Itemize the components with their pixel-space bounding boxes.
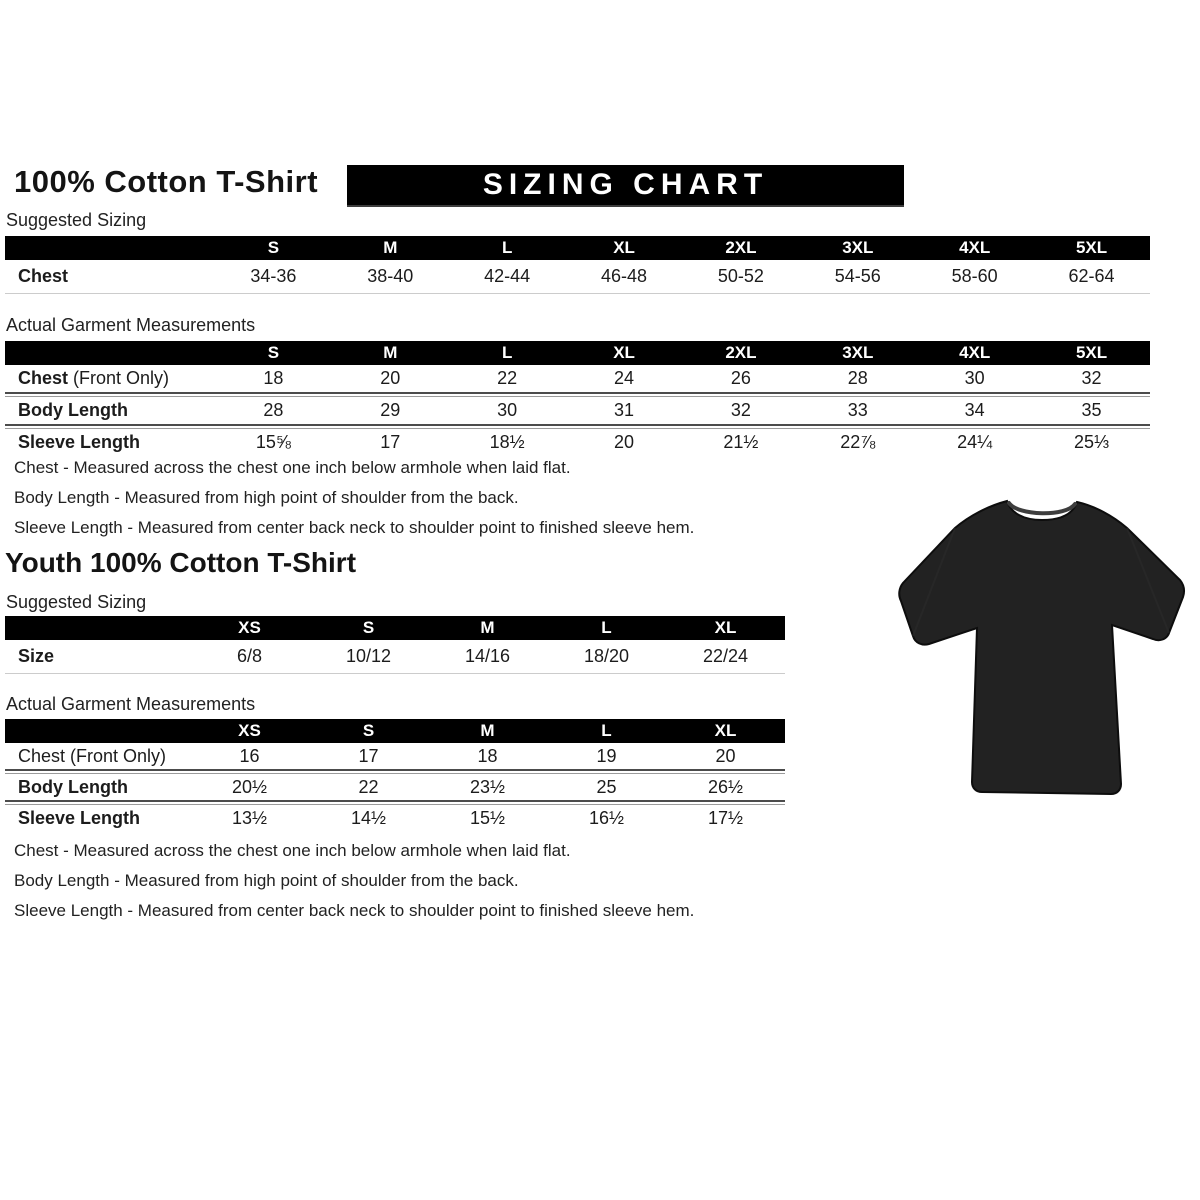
column-header: XS [190, 616, 309, 640]
table-cell: 30 [497, 400, 518, 420]
table-cell: 50-52 [717, 266, 764, 286]
note-line: Body Length - Measured from high point of shoulder from the back. [14, 871, 519, 890]
table-cell: 30 [964, 368, 985, 388]
column-header: S [309, 616, 428, 640]
column-header: S [309, 719, 428, 743]
row-label: Body Length [18, 776, 128, 797]
table-cell: 23½ [469, 776, 506, 797]
note-line: Sleeve Length - Measured from center back neck to shoulder point to finished sleeve hem. [14, 901, 695, 920]
table-cell: 14½ [350, 807, 387, 828]
column-header: L [449, 341, 566, 365]
row-label: Sleeve Length [18, 807, 141, 828]
table-cell: 15½ [469, 807, 506, 828]
note-line: Chest - Measured across the chest one inch below armhole when laid flat. [14, 458, 571, 477]
note-line: Sleeve Length - Measured from center back neck to shoulder point to finished sleeve hem. [14, 518, 695, 537]
adult-actual-measurements-table [5, 341, 1150, 456]
black-tshirt-image [890, 489, 1192, 801]
column-header: 2XL [683, 236, 800, 260]
table-cell: 22 [497, 368, 518, 388]
table-cell: 18/20 [583, 646, 630, 666]
table-cell: 24 [614, 368, 635, 388]
row-label: Body Length [18, 400, 128, 420]
table-cell: 21½ [723, 432, 759, 452]
table-cell: 32 [1081, 368, 1102, 388]
table-cell: 62-64 [1068, 266, 1115, 286]
table-cell: 34-36 [250, 266, 297, 286]
row-label: Size [18, 646, 55, 666]
column-header: 3XL [799, 236, 916, 260]
table-cell: 15⅝ [255, 432, 291, 452]
row-label: Chest [18, 266, 69, 286]
table-cell: 24¼ [957, 432, 993, 452]
row-divider [5, 673, 785, 674]
table-cell: 26½ [707, 776, 744, 797]
column-header: 3XL [799, 341, 916, 365]
adult-measurement-notes [14, 459, 694, 549]
adult-suggested-sizing-table [5, 236, 1150, 294]
row-label: Chest (Front Only) [18, 745, 167, 766]
column-header: XS [190, 719, 309, 743]
sizing-chart-banner-label: SIZING CHART [482, 168, 769, 201]
table-cell: 16 [239, 745, 260, 766]
table-corner-cell [5, 341, 215, 365]
page-title: 100% Cotton T-Shirt [14, 164, 319, 199]
column-header: XL [666, 616, 785, 640]
table-cell: 17½ [707, 807, 744, 828]
youth-measurement-notes [14, 842, 694, 932]
column-header: 4XL [916, 341, 1033, 365]
table-cell: 18 [263, 368, 284, 388]
table-cell: 29 [380, 400, 401, 420]
table-cell: 20 [715, 745, 736, 766]
table-cell: 26 [730, 368, 751, 388]
youth-suggested-sizing-label: Suggested Sizing [6, 592, 147, 612]
table-cell: 35 [1081, 400, 1102, 420]
table-cell: 22 [358, 776, 379, 797]
table-cell: 20 [380, 368, 401, 388]
youth-actual-measurements-label: Actual Garment Measurements [6, 694, 256, 714]
table-cell: 16½ [588, 807, 625, 828]
adult-suggested-sizing-label: Suggested Sizing [6, 210, 147, 230]
table-cell: 28 [263, 400, 284, 420]
table-cell: 28 [847, 368, 868, 388]
column-header: M [332, 236, 449, 260]
table-cell: 20 [614, 432, 635, 452]
row-divider [5, 293, 1150, 294]
column-header: XL [566, 236, 683, 260]
youth-suggested-sizing-table [5, 616, 785, 674]
column-header: 5XL [1033, 236, 1150, 260]
note-line: Chest - Measured across the chest one inch below armhole when laid flat. [14, 841, 571, 860]
column-header: 4XL [916, 236, 1033, 260]
column-header: S [215, 236, 332, 260]
column-header: L [547, 616, 666, 640]
table-cell: 38-40 [367, 266, 414, 286]
column-header: M [428, 616, 547, 640]
tshirt-body [899, 501, 1184, 794]
table-cell: 22/24 [702, 646, 749, 666]
adult-actual-measurements-label: Actual Garment Measurements [6, 315, 256, 335]
table-cell: 14/16 [464, 646, 511, 666]
table-corner-cell [5, 719, 190, 743]
column-header: XL [666, 719, 785, 743]
table-cell: 25 [596, 776, 617, 797]
table-corner-cell [5, 616, 190, 640]
table-cell: 33 [847, 400, 868, 420]
column-header: 5XL [1033, 341, 1150, 365]
column-header: S [215, 341, 332, 365]
table-cell: 54-56 [834, 266, 881, 286]
table-cell: 46-48 [601, 266, 648, 286]
table-cell: 17 [358, 745, 379, 766]
column-header: M [428, 719, 547, 743]
column-header: M [332, 341, 449, 365]
table-cell: 6/8 [236, 646, 263, 666]
table-cell: 25⅓ [1074, 432, 1110, 452]
row-label: Chest (Front Only) [18, 368, 170, 388]
note-line: Body Length - Measured from high point of shoulder from the back. [14, 488, 519, 507]
row-label: Sleeve Length [18, 432, 141, 452]
table-cell: 10/12 [345, 646, 392, 666]
youth-actual-measurements-table [5, 719, 785, 831]
table-cell: 31 [614, 400, 635, 420]
column-header: 2XL [683, 341, 800, 365]
table-cell: 13½ [231, 807, 268, 828]
tshirt-collar [1009, 503, 1075, 513]
table-cell: 42-44 [484, 266, 531, 286]
table-corner-cell [5, 236, 215, 260]
table-cell: 18 [477, 745, 498, 766]
table-cell: 20½ [231, 776, 268, 797]
table-cell: 34 [964, 400, 985, 420]
table-cell: 17 [380, 432, 401, 452]
column-header: L [449, 236, 566, 260]
column-header: L [547, 719, 666, 743]
sizing-chart-banner [347, 165, 904, 207]
table-cell: 22⅞ [840, 432, 876, 452]
table-cell: 32 [730, 400, 751, 420]
table-cell: 19 [596, 745, 617, 766]
youth-section-title: Youth 100% Cotton T-Shirt [5, 547, 357, 578]
table-cell: 18½ [489, 432, 525, 452]
column-header: XL [566, 341, 683, 365]
table-cell: 58-60 [951, 266, 998, 286]
